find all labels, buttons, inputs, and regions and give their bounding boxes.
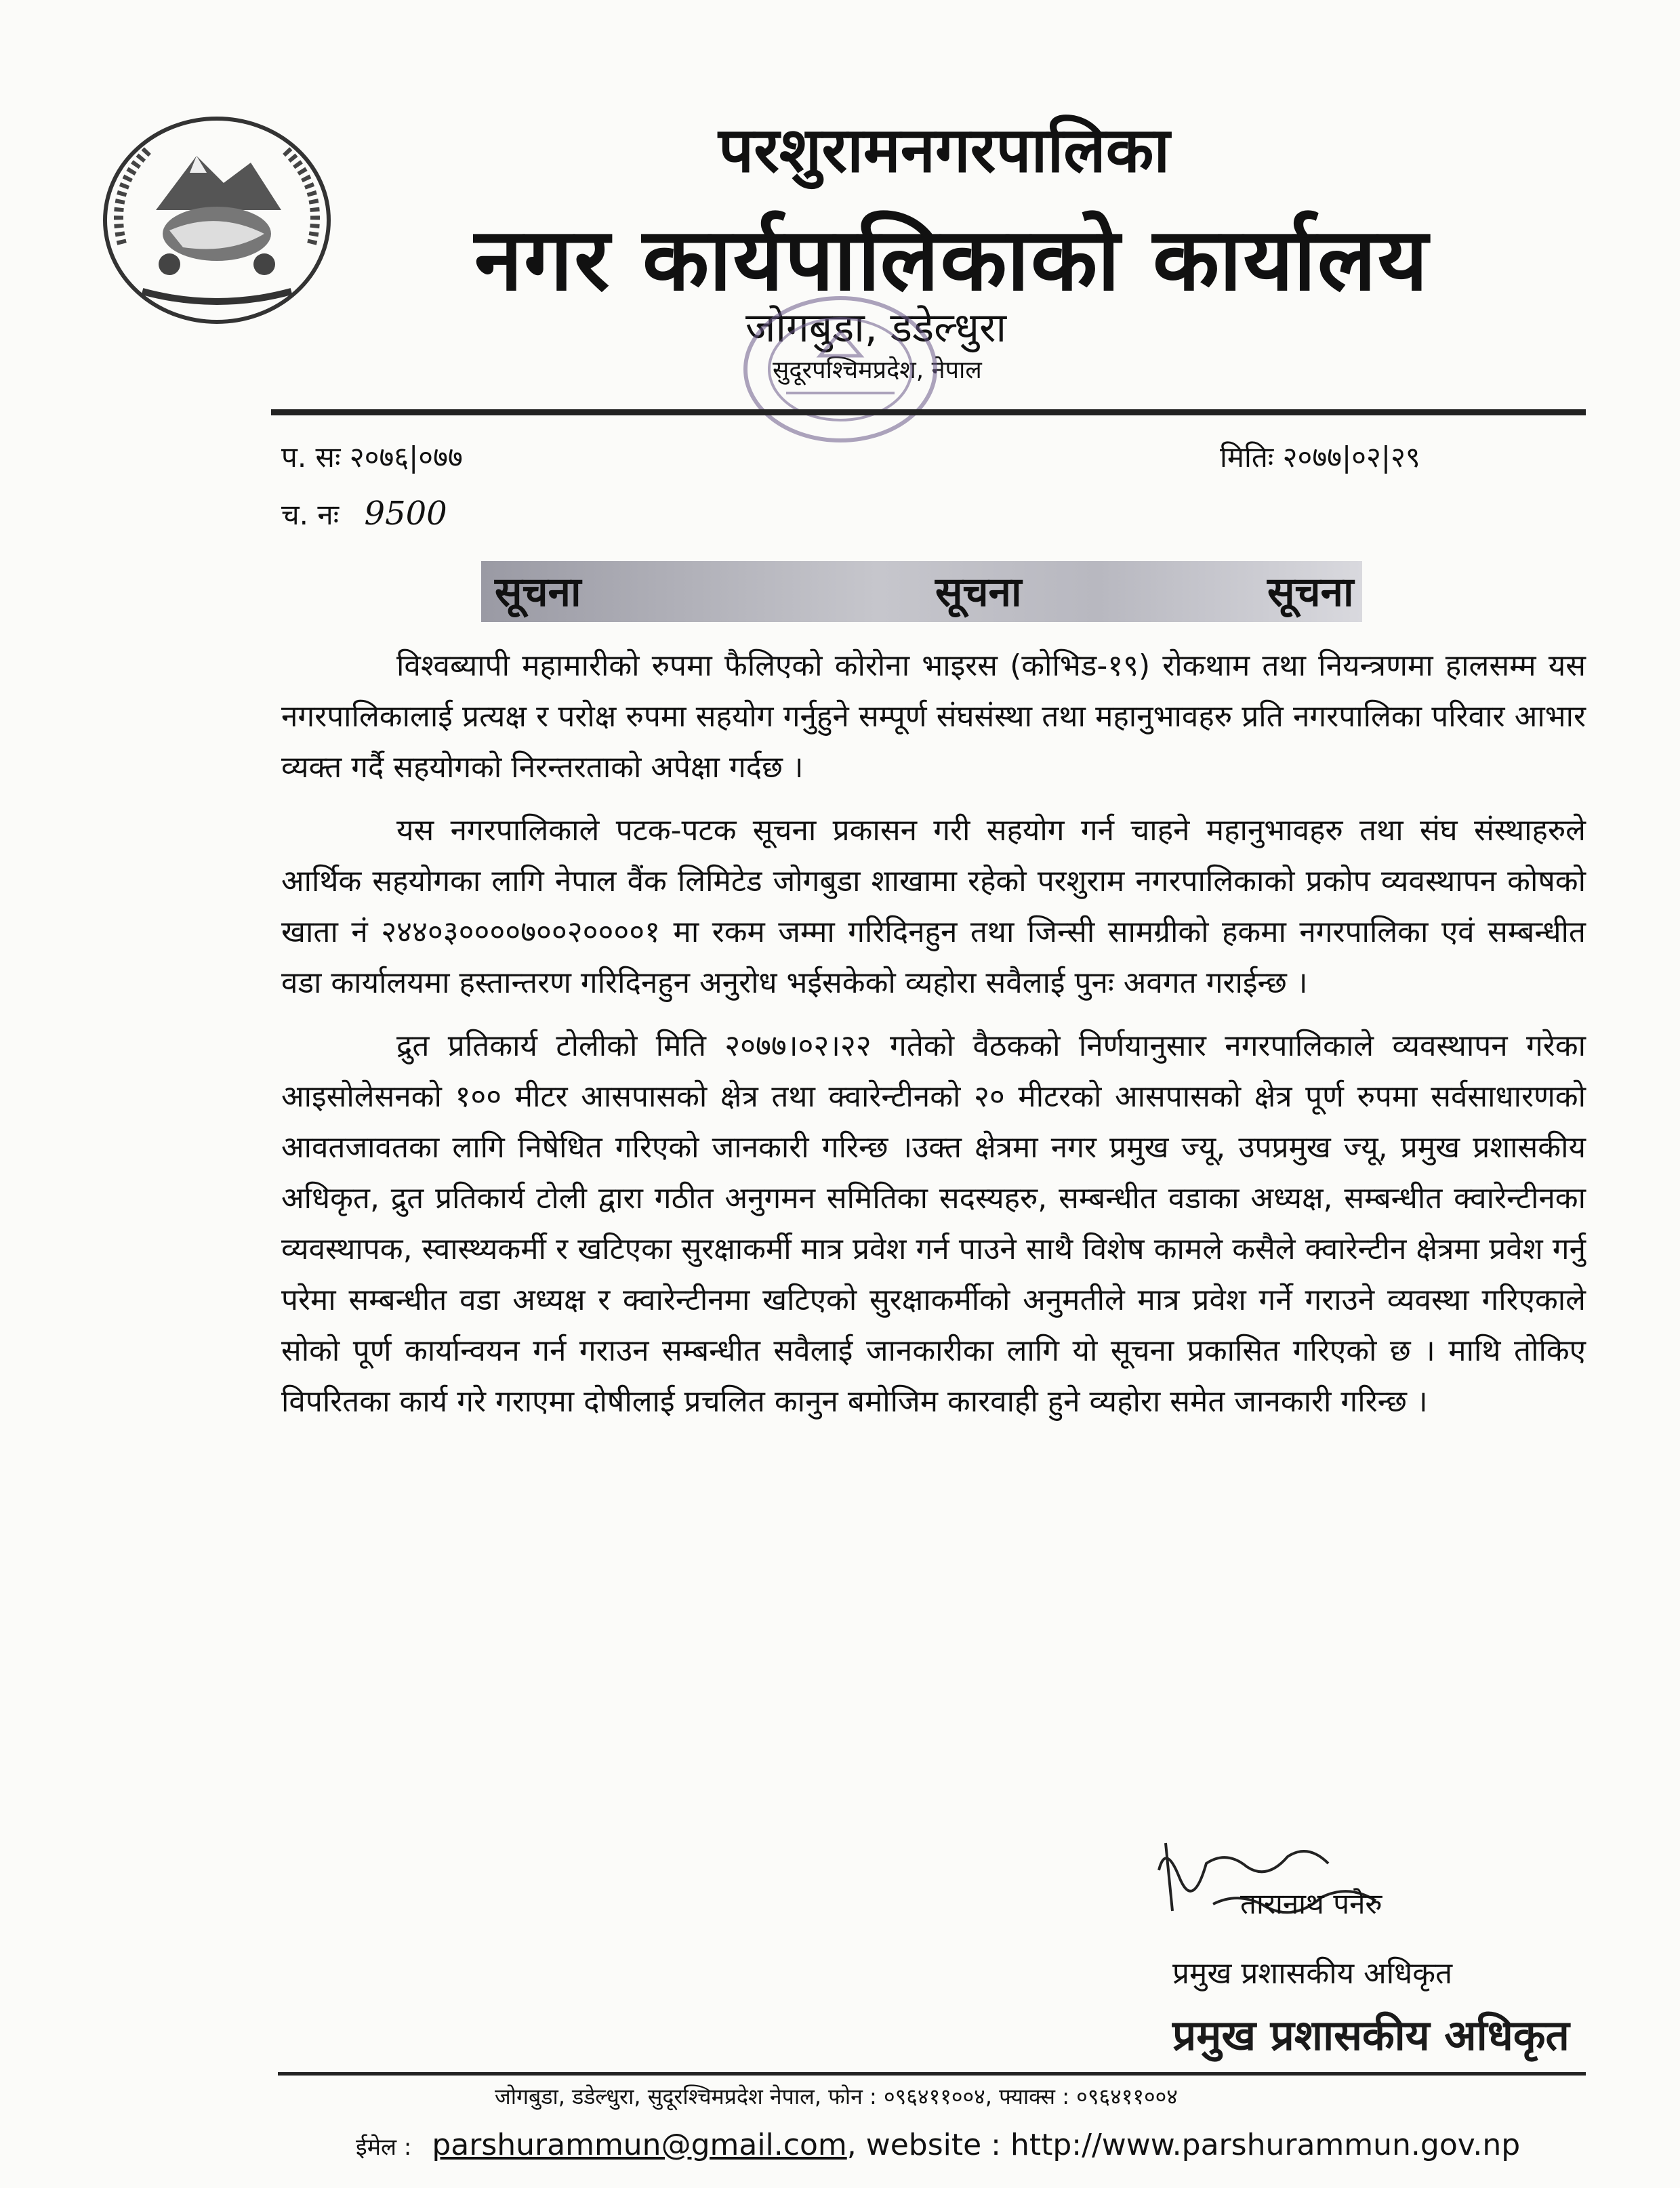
footer-contact xyxy=(356,2128,1520,2162)
signer-name: तारानाथ पनेरु xyxy=(1240,1887,1382,1920)
footer-address: जोगबुडा, डडेल्धुरा, सुदूरश्चिमप्रदेश नेपाल, फोन : ०९६४११००४, फ्याक्स : ०९६४११००४ xyxy=(495,2084,1178,2109)
email-link[interactable]: parshurammun@gmail.com xyxy=(432,2128,847,2162)
notice-heading-1: सूचना xyxy=(495,569,581,616)
website-link[interactable]: http://www.parshurammun.gov.np xyxy=(1010,2128,1521,2162)
dispatch-label: च. नः xyxy=(281,498,340,531)
signer-title: प्रमुख प्रशासकीय अधिकृत xyxy=(1172,1956,1453,1991)
municipality-name: परशुरामनगरपालिका xyxy=(718,114,1170,186)
header-divider xyxy=(271,409,1586,415)
footer-divider xyxy=(278,2072,1586,2076)
signer-title-stamp: प्रमुख प्रशासकीय अधिकृत xyxy=(1172,2010,1570,2060)
reference-number xyxy=(281,437,463,476)
office-location: जोगबुडा, डडेल्धुरा xyxy=(745,304,1007,352)
date-value: २०७७|०२|२९ xyxy=(1282,440,1420,474)
notice-banner xyxy=(481,561,1362,622)
letter-date xyxy=(1220,437,1420,476)
government-emblem-icon xyxy=(95,108,339,325)
notice-heading-2: सूचना xyxy=(935,569,1022,616)
reference-label: प. सः xyxy=(281,440,341,474)
email-label: ईमेल : xyxy=(356,2134,412,2161)
paragraph-gratitude: विश्वब्यापी महामारीको रुपमा फैलिएको कोरोना भाइरस (कोभिड-१९) रोकथाम तथा नियन्त्रणमा हालसम्म यस नगरपालिकालाई प्रत्यक्ष र परोक्ष रुपमा सहयोग गर्नुहुने सम्पूर्ण संघसंस्था तथा महानुभावहरु प्रति नगरपालिका परिवार आभार व्यक्त गर्दै सहयोगको निरन्तरताको अपेक्षा गर्दछ । xyxy=(281,648,1586,785)
date-label: मितिः xyxy=(1220,440,1274,474)
paragraph-donation: यस नगरपालिकाले पटक-पटक सूचना प्रकासन गरी सहयोग गर्न चाहने महानुभावहरु तथा संघ संस्थाहरुले आर्थिक सहयोगका लागि नेपाल वैंक लिमिटेड जोगबुडा शाखामा रहेको परशुराम नगरपालिकाको प्रकोप व्यवस्थापन कोषको खाता नं २४४०३००००७००२००००१ मा रकम जम्मा गरिदिनहुन तथा जिन्सी सामग्रीको हकमा नगरपालिका एवं सम्बन्धीत वडा कार्यालयमा हस्तान्तरण गरिदिनहुन अनुरोध भईसकेको व्यहोरा सवैलाई पुनः अवगत गराईन्छ । xyxy=(281,813,1586,1000)
notice-body xyxy=(281,640,1586,1439)
office-seal-stamp-icon xyxy=(739,291,942,447)
office-province: सुदूरपश्चिमप्रदेश, नेपाल xyxy=(773,356,982,384)
reference-value: २०७६|०७७ xyxy=(349,440,463,474)
website-label: , website : xyxy=(846,2128,1010,2162)
dispatch-value: 9500 xyxy=(364,495,447,533)
paragraph-restriction: द्रुत प्रतिकार्य टोलीको मिति २०७७।०२।२२ गतेको वैठकको निर्णयानुसार नगरपालिकाले व्यवस्थापन गरेका आइसोलेसनको १०० मीटर आसपासको क्षेत्र तथा क्वारेन्टीनको २० मीटरको आसपासको क्षेत्र पूर्ण रुपमा सर्वसाधारणको आवतजावतका लागि निषेधित गरिएको जानकारी गरिन्छ ।उक्त क्षेत्रमा नगर प्रमुख ज्यू, उपप्रमुख ज्यू, प्रमुख प्रशासकीय अधिकृत, द्रुत प्रतिकार्य टोली द्वारा गठीत अनुगमन समितिका सदस्यहरु, सम्बन्धीत वडाका अध्यक्ष, सम्बन्धीत क्वारेन्टीनका व्यवस्थापक, स्वास्थ्यकर्मी र खटिएका सुरक्षाकर्मी मात्र प्रवेश गर्न पाउने साथै विशेष कामले कसैले क्वारेन्टीन क्षेत्रमा प्रवेश गर्नु परेमा सम्बन्धीत वडा अध्यक्ष र क्वारेन्टीनमा खटिएको सुरक्षाकर्मीको अनुमतीले मात्र प्रवेश गर्ने गराउने व्यवस्था गरिएकाले सोको पूर्ण कार्यान्वयन गर्न गराउन सम्बन्धीत सवैलाई जानकारीका लागि यो सूचना प्रकासित गरिएको छ । माथि तोकिए विपरितका कार्य गरे गराएमा दोषीलाई प्रचलित कानुन बमोजिम कारवाही हुने व्यहोरा समेत जानकारी गरिन्छ । xyxy=(281,1029,1586,1419)
office-title: नगर कार्यपालिकाको कार्यालय xyxy=(474,209,1429,310)
notice-heading-3: सूचना xyxy=(1267,569,1354,616)
dispatch-number xyxy=(281,495,447,533)
